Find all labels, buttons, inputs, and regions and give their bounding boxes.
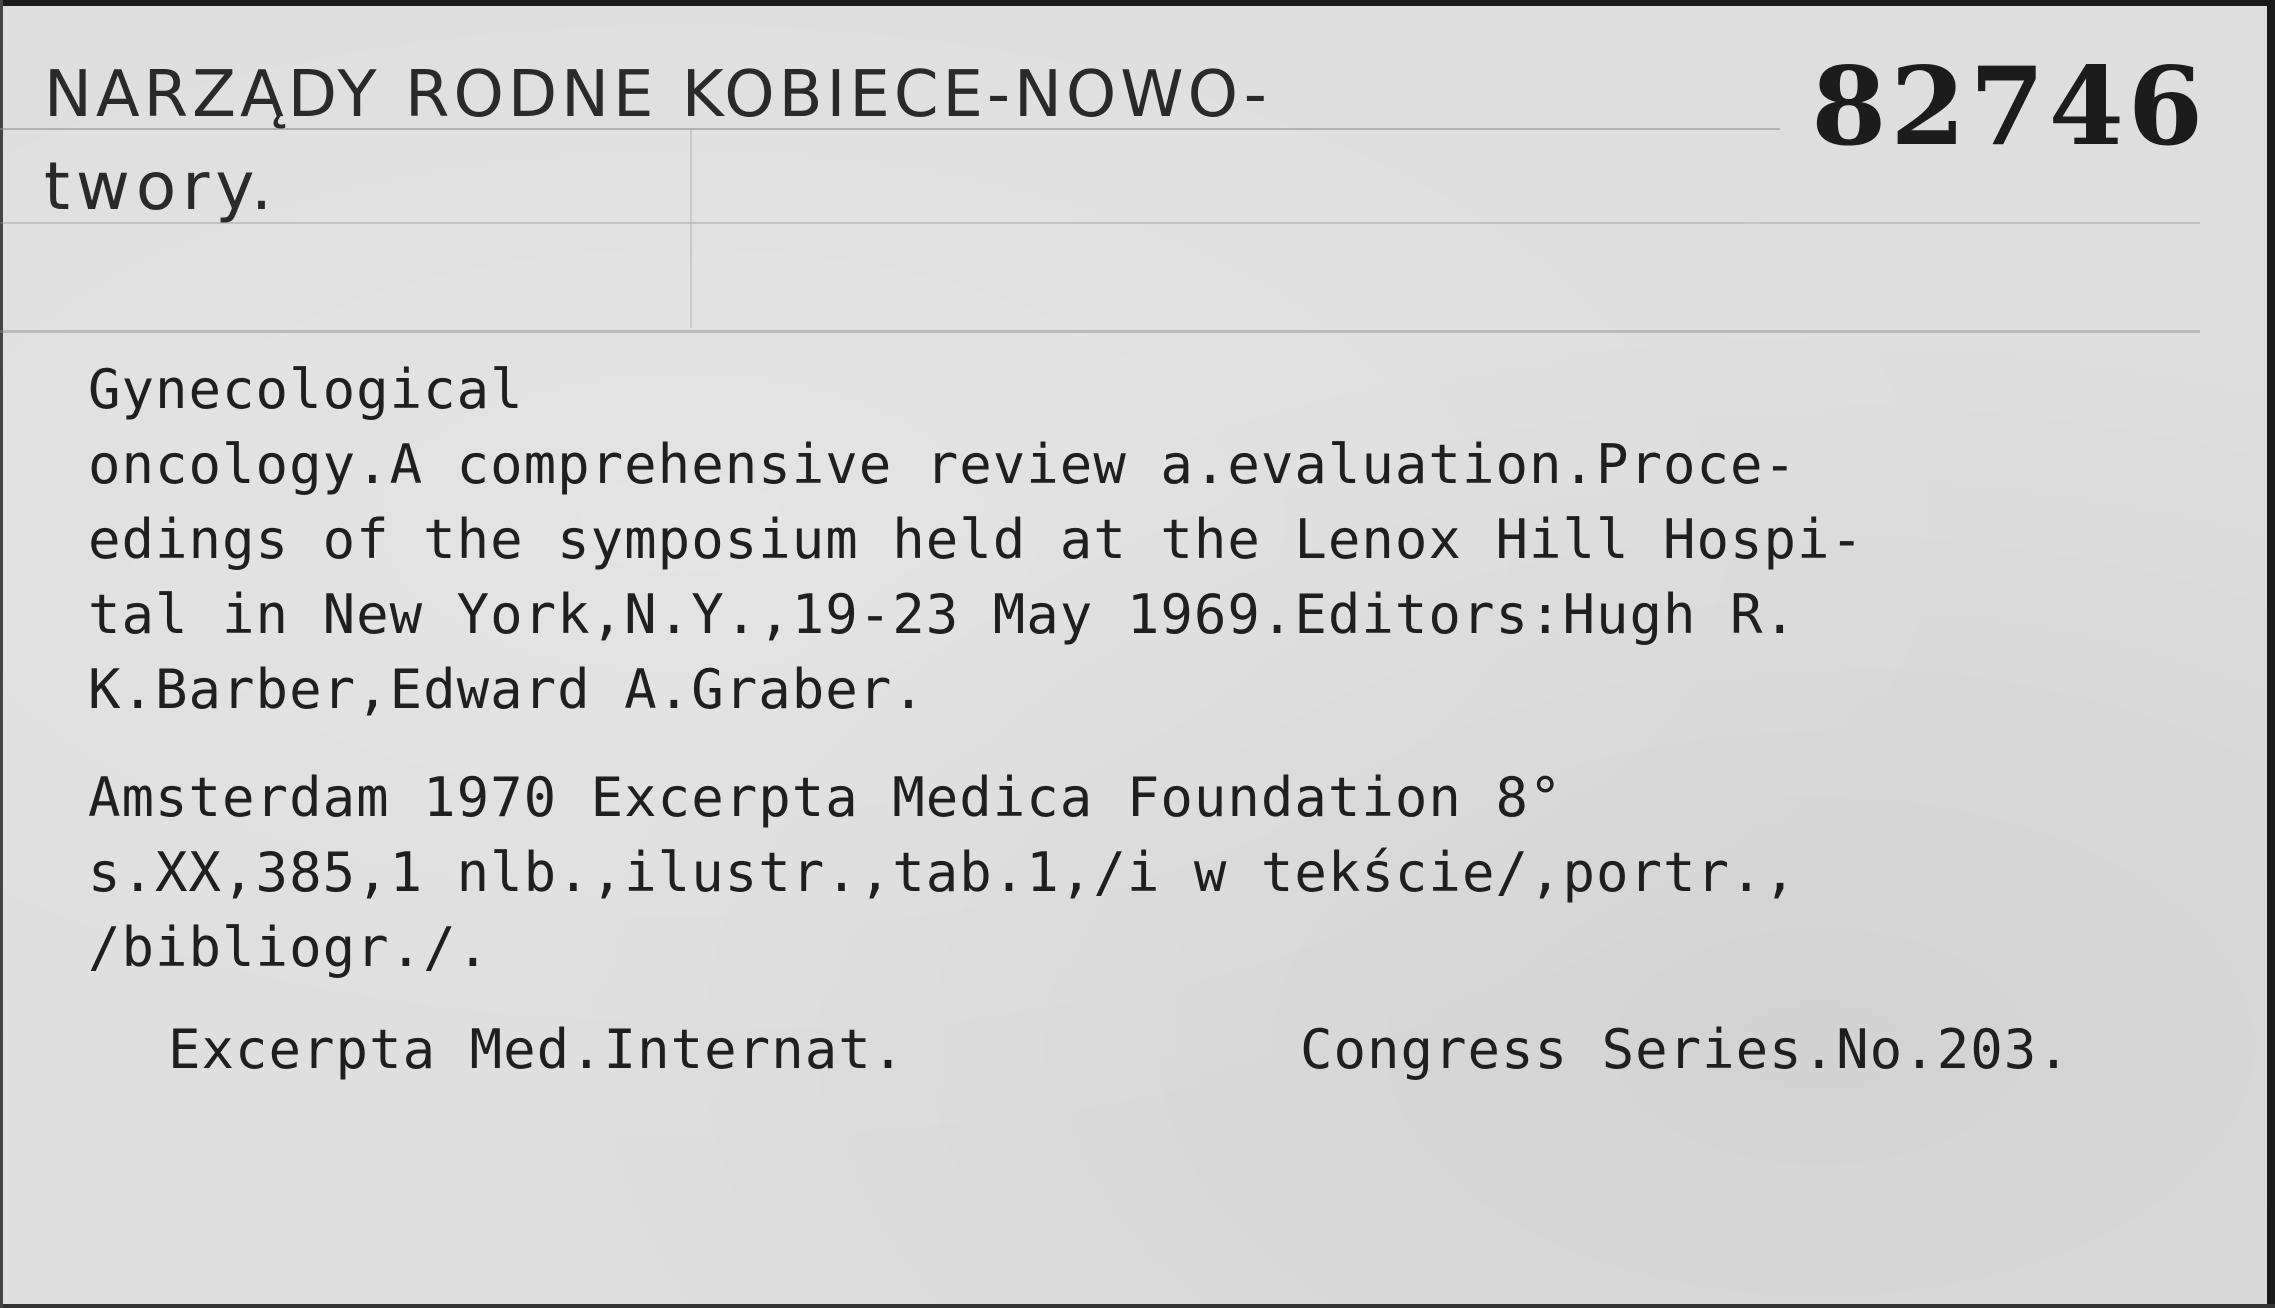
- body-line-8: /bibliogr./.: [88, 916, 491, 979]
- card-number: 82746: [1811, 44, 2207, 170]
- body-line-3: edings of the symposium held at the Lenox Hill Hospi-: [88, 508, 1865, 571]
- subject-heading-line-1: NARZĄDY RODNE KOBIECE-NOWO-: [44, 58, 1271, 132]
- body-line-1: Gynecological: [88, 358, 524, 421]
- body-line-4: tal in New York,N.Y.,19-23 May 1969.Editors:Hugh R.: [88, 583, 1798, 646]
- series-number: Congress Series.No.203.: [1300, 1018, 2071, 1081]
- card-edge-left: [0, 0, 3, 1308]
- heading-rule-2: [0, 222, 2200, 224]
- series-title: Excerpta Med.Internat.: [168, 1018, 906, 1081]
- card-edge-top: [0, 0, 2275, 6]
- body-line-7: s.XX,385,1 nlb.,ilustr.,tab.1,/i w tekście/,portr.,: [88, 841, 1798, 904]
- body-line-2: oncology.A comprehensive review a.evaluation.Proce-: [88, 433, 1798, 496]
- subject-heading-line-2: twory.: [44, 148, 278, 225]
- body-line-6: Amsterdam 1970 Excerpta Medica Foundation 8°: [88, 766, 1563, 829]
- section-divider: [0, 330, 2200, 333]
- heading-column-rule: [690, 128, 692, 328]
- body-line-5: K.Barber,Edward A.Graber.: [88, 658, 926, 721]
- card-edge-right: [2267, 0, 2275, 1308]
- card-edge-bottom: [0, 1304, 2275, 1308]
